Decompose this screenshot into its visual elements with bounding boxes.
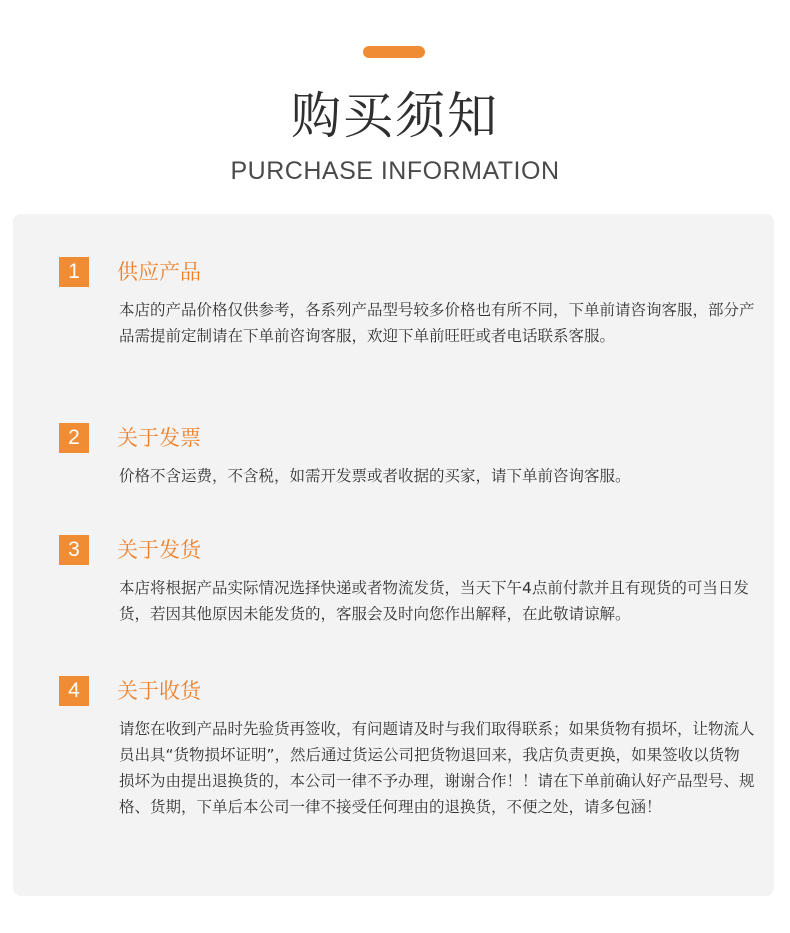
section-number-badge: 4 — [59, 676, 89, 706]
page-title: 购买须知 — [291, 87, 499, 145]
section-body: 价格不含运费，不含税，如需开发票或者收据的买家，请下单前咨询客服。 — [119, 467, 631, 485]
section-number-badge: 1 — [59, 257, 89, 287]
section-title: 关于发票 — [117, 426, 201, 450]
section-number-badge: 3 — [59, 535, 89, 565]
page-subtitle: PURCHASE INFORMATION — [230, 157, 560, 185]
section-body: 请您在收到产品时先验货再签收，有问题请及时与我们取得联系；如果货物有损坏，让物流人员出具“货物损坏证明”，然后通过货运公司把货物退回来，我店负责更换，如果签收以货物损坏为由提出退换货的，本公司一律不予办理，谢谢合作！！请在下单前确认好产品型号、规格、货期，下单后本公司一律不接受任何理由的退换货，不便之处，请多包涵！ — [119, 720, 755, 816]
header-accent-bar — [363, 46, 425, 58]
info-panel — [13, 214, 774, 896]
section-title: 供应产品 — [117, 260, 201, 284]
section-number-badge: 2 — [59, 423, 89, 453]
section-title: 关于收货 — [117, 679, 201, 703]
section-title: 关于发货 — [117, 538, 201, 562]
section-body: 本店的产品价格仅供参考，各系列产品型号较多价格也有所不同，下单前请咨询客服，部分产品需提前定制请在下单前咨询客服，欢迎下单前旺旺或者电话联系客服。 — [119, 301, 755, 345]
section-body: 本店将根据产品实际情况选择快递或者物流发货，当天下午4点前付款并且有现货的可当日发货，若因其他原因未能发货的，客服会及时向您作出解释，在此敬请谅解。 — [119, 579, 749, 623]
